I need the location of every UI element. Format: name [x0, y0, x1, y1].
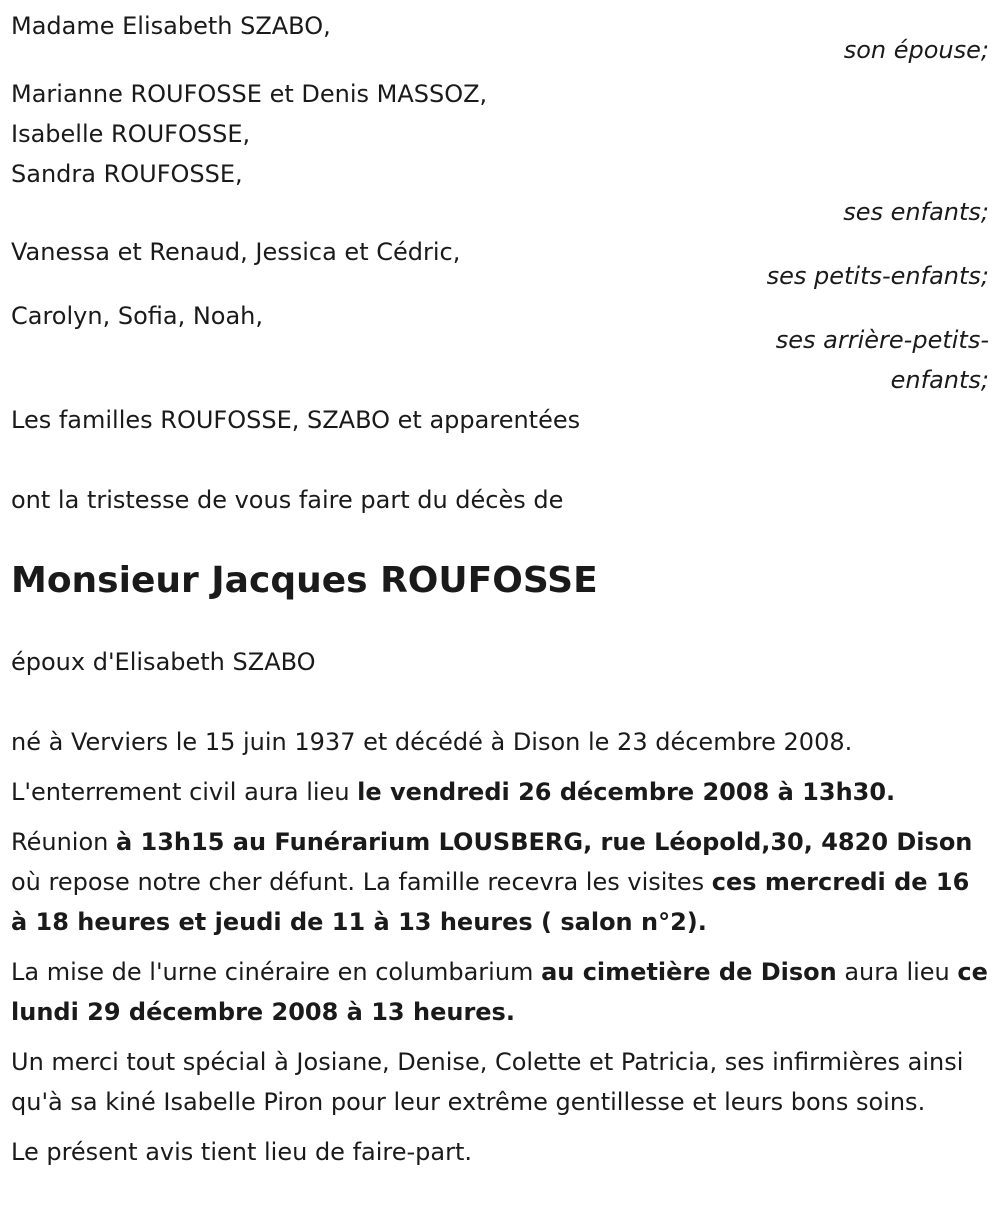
- families-text: Les familles ROUFOSSE, SZABO et apparentées: [11, 406, 581, 434]
- deceased-name: Monsieur Jacques ROUFOSSE: [11, 560, 598, 601]
- visiting-hours: ces mercredi de 16 à 18 heures et jeudi de 11 à 13 heures ( salon n°2).: [11, 868, 970, 936]
- burial-info: [11, 772, 991, 812]
- great-grandchildren-relation-1: ses arrière-petits-: [775, 326, 989, 354]
- family-spouse: [11, 6, 991, 70]
- urn-cemetery: au cimetière de Dison: [541, 958, 837, 986]
- children-relation: ses enfants;: [843, 198, 989, 226]
- child-line: Sandra ROUFOSSE,: [11, 160, 243, 188]
- spouse-relation: son épouse;: [843, 36, 989, 64]
- grandchildren-relation: ses petits-enfants;: [766, 262, 989, 290]
- child-line: Marianne ROUFOSSE et Denis MASSOZ,: [11, 80, 488, 108]
- meeting-info: [11, 822, 991, 942]
- spouse-of-text: époux d'Elisabeth SZABO: [11, 648, 316, 676]
- burial-text: L'enterrement civil aura lieu: [11, 778, 358, 806]
- grandchildren-names: Vanessa et Renaud, Jessica et Cédric,: [11, 238, 461, 266]
- families-line: [11, 400, 991, 440]
- burial-date: le vendredi 26 décembre 2008 à 13h30.: [357, 778, 896, 806]
- meeting-text-1: Réunion: [11, 828, 116, 856]
- meeting-text-2: où repose notre cher défunt. La famille recevra les visites: [11, 868, 712, 896]
- urn-text-1: La mise de l'urne cinéraire en columbarium: [11, 958, 542, 986]
- great-grandchildren-relation-2: enfants;: [890, 366, 989, 394]
- urn-info: [11, 952, 991, 1032]
- announcement: [11, 480, 991, 520]
- spouse-name: Madame Elisabeth SZABO,: [11, 12, 331, 40]
- announcement-text: ont la tristesse de vous faire part du décès de: [11, 486, 564, 514]
- birth-death: né à Verviers le 15 juin 1937 et décédé à Dison le 23 décembre 2008.: [11, 728, 853, 756]
- obituary-notice: [11, 6, 991, 1182]
- urn-date: ce lundi 29 décembre 2008 à 13 heures.: [11, 958, 988, 1026]
- family-great-grandchildren: [11, 296, 991, 400]
- spouse-of: [11, 642, 991, 682]
- thanks: Un merci tout spécial à Josiane, Denise, Colette et Patricia, ses infirmières ainsi qu'à sa kiné Isabelle Piron pour leur extrême gentillesse et leurs bons soins.: [11, 1048, 964, 1116]
- child-line: Isabelle ROUFOSSE,: [11, 120, 251, 148]
- great-grandchildren-names: Carolyn, Sofia, Noah,: [11, 302, 264, 330]
- meeting-location: à 13h15 au Funérarium LOUSBERG, rue Léopold,30, 4820 Dison: [115, 828, 973, 856]
- family-grandchildren: [11, 232, 991, 296]
- closing: Le présent avis tient lieu de faire-part.: [11, 1138, 473, 1166]
- family-children: [11, 74, 991, 232]
- urn-text-2: aura lieu: [836, 958, 958, 986]
